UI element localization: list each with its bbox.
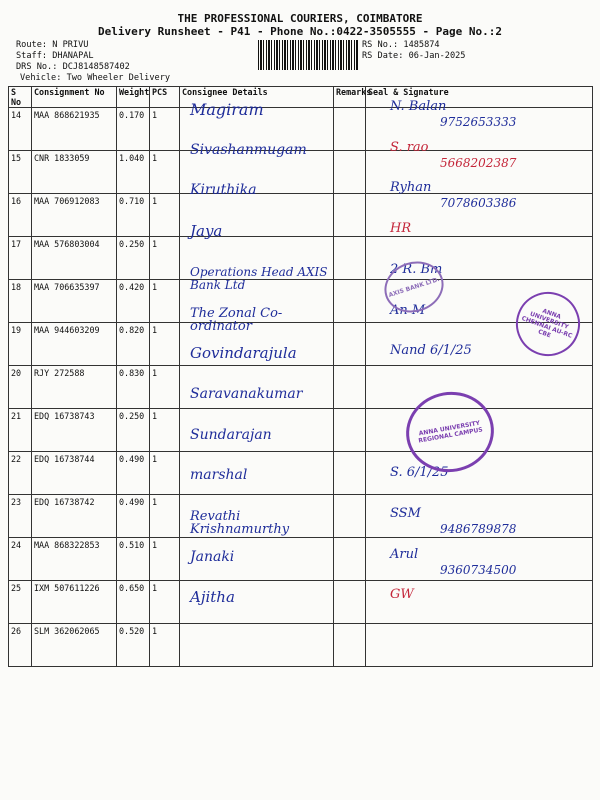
col-pcs: PCS [150,87,180,108]
cell-sno: 15 [9,151,32,194]
runsheet-title: Delivery Runsheet - P41 - Phone No.:0422-3505555 - Page No.:2 [98,25,502,38]
cell-consignment-no: MAA 706912083 [32,194,117,237]
cell-pcs: 1 [150,366,180,409]
cell-consignment-no: MAA 576803004 [32,237,117,280]
handwritten-consignee: Kiruthika [190,182,257,199]
cell-sno: 14 [9,108,32,151]
cell-consignment-no: IXM 507611226 [32,581,117,624]
handwritten-phone: 9752653333 [440,115,517,129]
col-consignment: Consignment No [32,87,117,108]
col-sno: S No [9,87,32,108]
cell-consignment-no: EDQ 16738743 [32,409,117,452]
cell-weight: 0.510 [117,538,150,581]
handwritten-consignee: Ajitha [190,588,235,607]
cell-sno: 21 [9,409,32,452]
handwritten-consignee: Revathi Krishnamurthy [190,509,290,537]
cell-consignment-no: EDQ 16738744 [32,452,117,495]
handwritten-signature: GW [390,587,414,603]
cell-weight: 0.490 [117,495,150,538]
cell-pcs: 1 [150,409,180,452]
cell-consignment-no: MAA 868322853 [32,538,117,581]
cell-consignment-no: CNR 1833059 [32,151,117,194]
cell-sno: 20 [9,366,32,409]
cell-pcs: 1 [150,495,180,538]
handwritten-signature: HR [390,221,412,237]
table-header-row [9,87,593,108]
cell-remarks [334,194,366,237]
col-weight: Weight [117,87,150,108]
cell-pcs: 1 [150,538,180,581]
route-label: Route: N PRIVU [16,40,89,50]
vehicle-label: Vehicle: Two Wheeler Delivery [20,73,171,83]
cell-sno: 22 [9,452,32,495]
rs-date: RS Date: 06-Jan-2025 [362,51,466,61]
cell-weight: 0.820 [117,323,150,366]
handwritten-signature: Ryhan [390,180,432,196]
cell-remarks [334,452,366,495]
handwritten-consignee: Sivashanmugam [190,141,307,158]
cell-pcs: 1 [150,581,180,624]
cell-pcs: 1 [150,624,180,667]
cell-pcs: 1 [150,452,180,495]
handwritten-phone: 9486789878 [440,522,517,536]
cell-consignment-no: SLM 362062065 [32,624,117,667]
axis-bank-stamp: AXIS BANK LTD. [378,254,451,320]
cell-sno: 25 [9,581,32,624]
handwritten-consignee: Govindarajula [190,344,297,363]
cell-consignment-no: MAA 706635397 [32,280,117,323]
cell-consignment-no: MAA 868621935 [32,108,117,151]
cell-remarks [334,624,366,667]
cell-weight: 0.170 [117,108,150,151]
cell-remarks [334,366,366,409]
cell-pcs: 1 [150,108,180,151]
handwritten-phone: 7078603386 [440,196,517,211]
handwritten-consignee: Operations Head AXIS Bank Ltd [190,264,328,292]
cell-pcs: 1 [150,194,180,237]
handwritten-phone: 9360734500 [440,562,517,577]
drs-label: DRS No.: DCJ8148587402 [16,62,130,72]
col-seal: Seal & Signature [366,87,593,108]
anna-university-regional-stamp: ANNA UNIVERSITY REGIONAL CAMPUS [400,385,501,479]
handwritten-signature: S. 6/1/25 [390,465,449,481]
cell-weight: 0.420 [117,280,150,323]
cell-sno: 26 [9,624,32,667]
cell-weight: 0.650 [117,581,150,624]
staff-label: Staff: DHANAPAL [16,51,94,61]
handwritten-signature: SSM [390,506,421,521]
cell-weight: 0.520 [117,624,150,667]
cell-sno: 17 [9,237,32,280]
cell-pcs: 1 [150,237,180,280]
barcode-image [258,40,358,70]
table-row [9,624,593,667]
handwritten-signature: 2 R. Bm [390,261,443,277]
handwritten-consignee: Saravanakumar [190,385,303,402]
col-remarks: Remarks [334,87,366,108]
anna-university-chennai-stamp: ANNA UNIVERSITY CHENNAI AU-RC CBE [507,283,589,365]
cell-weight: 0.490 [117,452,150,495]
handwritten-signature: An M [390,302,426,318]
handwritten-signature: N. Balan [390,99,447,114]
handwritten-consignee: Magiram [190,100,264,119]
handwritten-signature: Nand 6/1/25 [390,343,472,359]
col-consignee: Consignee Details [180,87,334,108]
cell-consignee [180,624,334,667]
handwritten-consignee: Sundarajan [190,426,272,443]
cell-pcs: 1 [150,151,180,194]
cell-consignment-no: RJY 272588 [32,366,117,409]
cell-sno: 16 [9,194,32,237]
handwritten-signature: Arul [390,546,419,562]
cell-weight: 0.250 [117,409,150,452]
cell-remarks [334,409,366,452]
cell-weight: 0.250 [117,237,150,280]
cell-weight: 0.830 [117,366,150,409]
cell-consignment-no: MAA 944603209 [32,323,117,366]
handwritten-phone: 5668202387 [440,155,517,170]
cell-remarks [334,581,366,624]
cell-sno: 24 [9,538,32,581]
cell-weight: 1.040 [117,151,150,194]
handwritten-consignee: Janaki [190,548,235,565]
table-row [9,452,593,495]
cell-remarks [334,108,366,151]
cell-weight: 0.710 [117,194,150,237]
handwritten-consignee: Jaya [190,222,223,241]
cell-consignment-no: EDQ 16738742 [32,495,117,538]
cell-seal-signature [366,624,593,667]
company-title: THE PROFESSIONAL COURIERS, COIMBATORE [177,12,423,25]
handwritten-signature: S. rao [390,139,429,155]
runsheet-table [8,86,593,667]
table-row [9,581,593,624]
handwritten-consignee: The Zonal Co-ordinator [190,305,283,334]
cell-pcs: 1 [150,280,180,323]
cell-sno: 18 [9,280,32,323]
cell-remarks [334,538,366,581]
rs-number: RS No.: 1485874 [362,40,440,50]
cell-sno: 23 [9,495,32,538]
table-row [9,409,593,452]
handwritten-consignee: marshal [190,467,248,484]
cell-pcs: 1 [150,323,180,366]
cell-remarks [334,151,366,194]
cell-sno: 19 [9,323,32,366]
